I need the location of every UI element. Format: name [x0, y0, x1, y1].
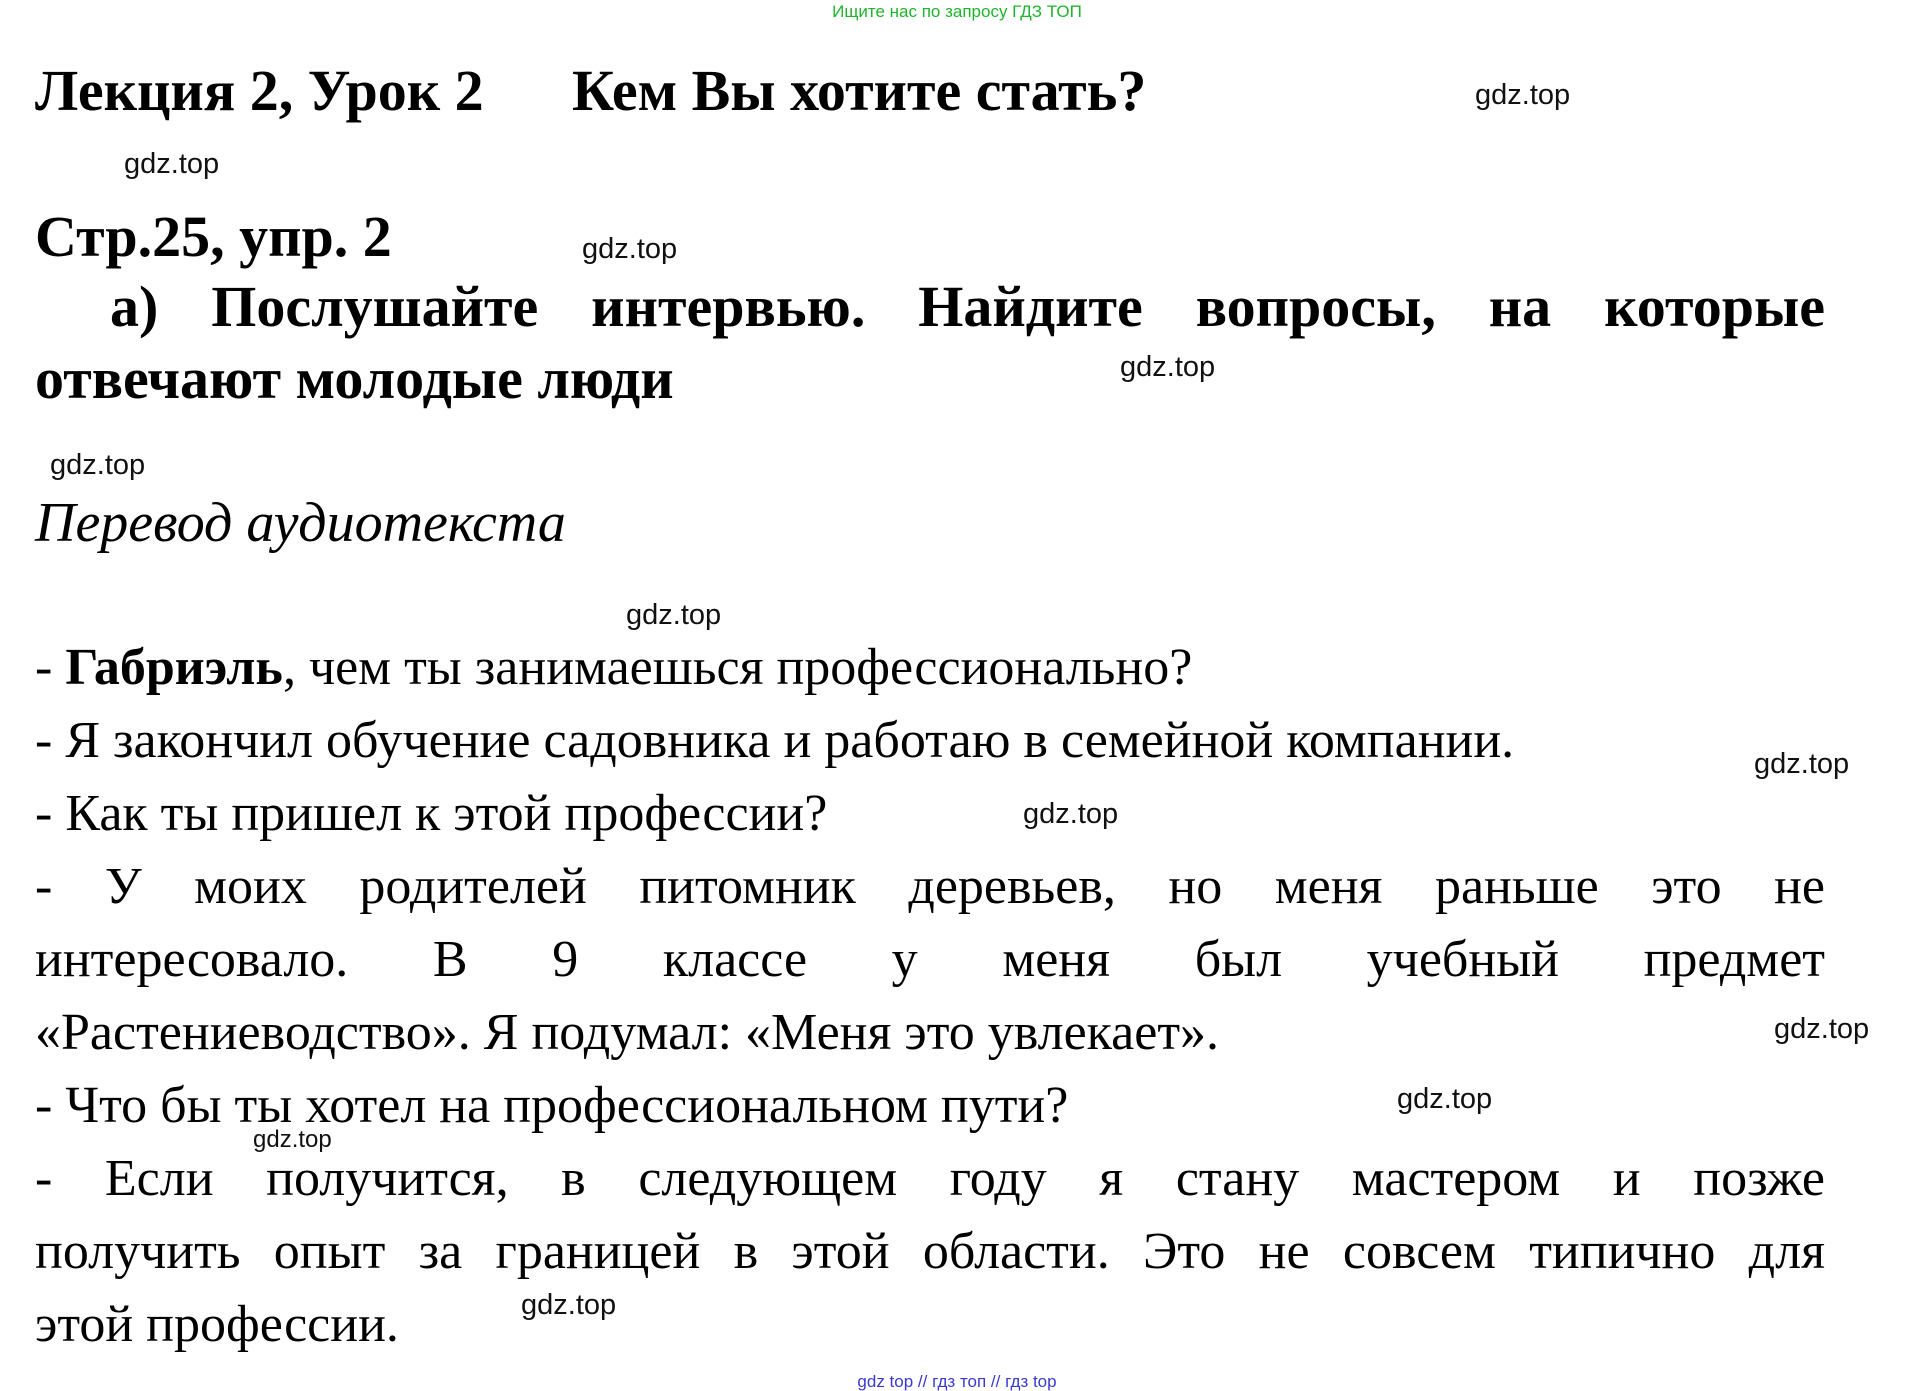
dialogue-line-6c: этой профессии. [35, 1296, 399, 1353]
dialogue-line-4c: «Растениеводство». Я подумал: «Меня это увлекает». [35, 1004, 1220, 1061]
watermark: gdz.top [124, 148, 220, 180]
dash: - [35, 639, 66, 696]
lecture-title: Лекция 2, Урок 2 [35, 58, 484, 123]
topic-title: Кем Вы хотите стать? [572, 58, 1147, 123]
dialogue-line-4a: - У моих родителей питомник деревьев, но меня раньше это не [35, 858, 1825, 915]
dialogue-line-3: - Как ты пришел к этой профессии? [35, 785, 828, 842]
dialogue-line-4b: интересовало. В 9 классе у меня был учебный предмет [35, 931, 1825, 988]
watermark: gdz.top [521, 1289, 617, 1321]
watermark: gdz.top [626, 599, 722, 631]
question-text: , чем ты занимаешься профессионально? [282, 639, 1193, 696]
watermark: gdz.top [1120, 351, 1216, 383]
watermark: gdz.top [1475, 79, 1571, 111]
task-instruction-line2: отвечают молодые люди [35, 346, 674, 411]
watermark: gdz.top [253, 1126, 332, 1153]
dialogue-line-1 [35, 639, 1193, 696]
subtitle-translation: Перевод аудиотекста [35, 492, 566, 554]
watermark: gdz.top [1397, 1083, 1493, 1115]
watermark: gdz.top [50, 449, 146, 481]
top-banner: Ищите нас по запросу ГДЗ ТОП [832, 2, 1082, 21]
speaker-name: Габриэль [65, 639, 283, 696]
page-exercise-title: Стр.25, упр. 2 [35, 204, 392, 269]
watermark: gdz.top [1023, 798, 1119, 830]
dialogue-line-6a: - Если получится, в следующем году я стану мастером и позже [35, 1150, 1825, 1207]
watermark: gdz.top [1774, 1013, 1870, 1045]
watermark: gdz.top [1754, 748, 1850, 780]
watermark: gdz.top [582, 233, 678, 265]
task-instruction-line1: а) Послушайте интервью. Найдите вопросы, на которые [110, 274, 1825, 339]
dialogue-line-5: - Что бы ты хотел на профессиональном пути? [35, 1077, 1069, 1134]
dialogue-line-2: - Я закончил обучение садовника и работаю в семейной компании. [35, 712, 1515, 769]
dialogue-line-6b: получить опыт за границей в этой области. Это не совсем типично для [35, 1223, 1825, 1280]
bottom-banner: gdz top // гдз топ // гдз top [857, 1372, 1057, 1391]
